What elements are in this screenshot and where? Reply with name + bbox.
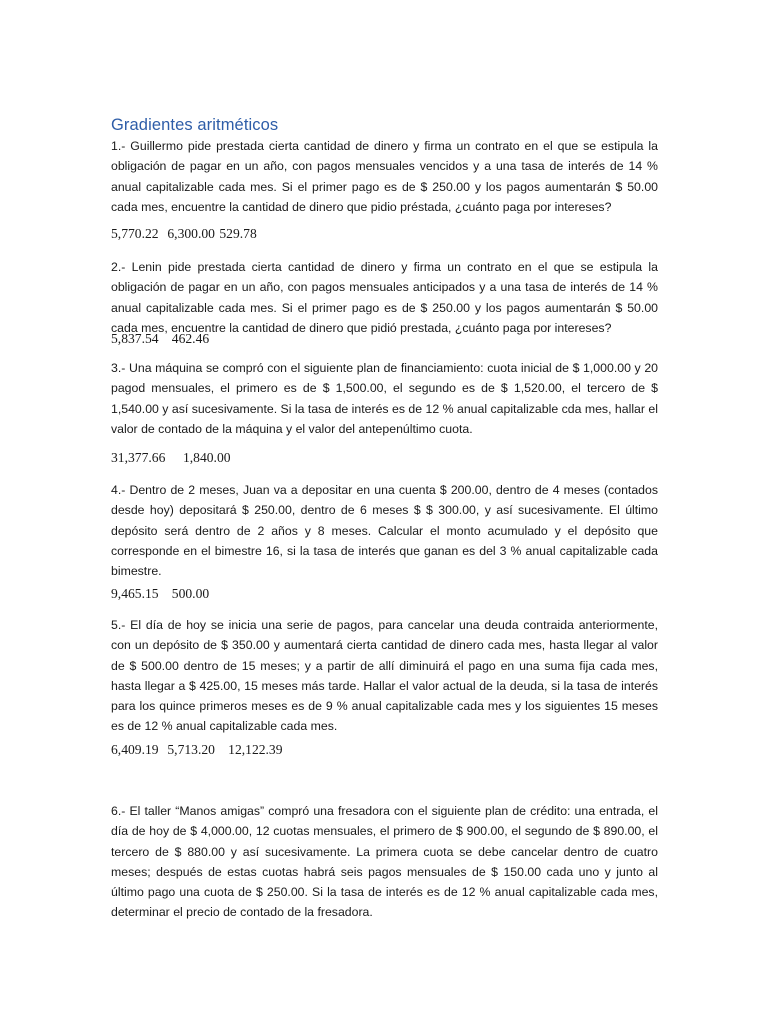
problem-2-answer: 5,837.54 462.46: [111, 331, 210, 346]
document-title: Gradientes aritméticos: [111, 116, 279, 134]
problem-4-answer: 9,465.15 500.00: [111, 586, 210, 601]
problem-1-text: 1.- Guillermo pide prestada cierta cantidad de dinero y firma un contrato en el que se estipula la obligación de pagar en un año, con pagos mensuales vencidos y a una tasa de interés de 14 % anual capitalizable cada mes. Si el primer pago es de $ 250.00 y los pagos aumentarán $ 50.00 cada mes, encuentre la cantidad de dinero que pidio préstada, ¿cuánto paga por intereses?: [111, 139, 658, 214]
problem-3-text: 3.- Una máquina se compró con el siguiente plan de financiamiento: cuota inicial de $ 1,000.00 y 20 pagod mensuales, el primero es de $ 1,500.00, el segundo es de $ 1,520.00, el tercero de $ 1,540.00 y así sucesivamente. Si la tasa de interés es de 12 % anual capitalizable cda mes, hallar el valor de contado de la máquina y el valor del antepenúltimo cuota.: [111, 361, 658, 436]
problem-6-text: 6.- El taller “Manos amigas” compró una fresadora con el siguiente plan de crédito: una entrada, el día de hoy de $ 4,000.00, 12 cuotas mensuales, el primero de $ 900.00, el segundo de $ 890.00, el tercero de $ 880.00 y así sucesivamente. La primera cuota se debe cancelar dentro de cuatro meses; después de estas cuotas habrá seis pagos mensuales de $ 150.00 cada uno y junto al último pago una cuota de $ 250.00. Si la tasa de interés es de 12 % anual capitalizable cada mes, determinar el precio de contado de la fresadora.: [111, 804, 658, 920]
problem-5-text: 5.- El día de hoy se inicia una serie de pagos, para cancelar una deuda contraida anteriormente, con un depósito de $ 350.00 y aumentará cierta cantidad de dinero cada mes, hasta llegar al valor de $ 500.00 dentro de 15 meses; y a partir de allí diminuirá el pago en una suma fija cada mes, hasta llegar a $ 425.00, 15 meses más tarde. Hallar el valor actual de la deuda, si la tasa de interés para los quince primeros meses es de 9 % anual capitalizable cada mes y los siguientes 15 meses es de 12 % anual capitalizable cada mes.: [111, 618, 658, 734]
problem-2-text: 2.- Lenin pide prestada cierta cantidad de dinero y firma un contrato en el que se estipula la obligación de pagar en un año, con pagos mensuales anticipados y a una tasa de interés de 14 % anual capitalizable cada mes. Si el primer pago es de $ 250.00 y los pagos aumentarán $ 50.00 cada mes, encuentre la cantidad de dinero que pidió prestada, ¿cuánto paga por intereses?: [111, 260, 658, 335]
problem-4-text: 4.- Dentro de 2 meses, Juan va a depositar en una cuenta $ 200.00, dentro de 4 meses (contados desde hoy) depositará $ 250.00, dentro de 6 meses $ $ 300.00, y así sucesivamente. El último depósito será dentro de 2 años y 8 meses. Calcular el monto acumulado y el depósito que corresponde en el bimestre 16, si la tasa de interés que ganan es del 3 % anual capitalizable cada bimestre.: [111, 483, 658, 579]
problem-5-answer: 6,409.19 5,713.20 12,122.39: [111, 742, 283, 757]
problem-3-answer: 31,377.66 1,840.00: [111, 450, 231, 465]
problem-1-answer: 5,770.22 6,300.00 529.78: [111, 226, 257, 241]
